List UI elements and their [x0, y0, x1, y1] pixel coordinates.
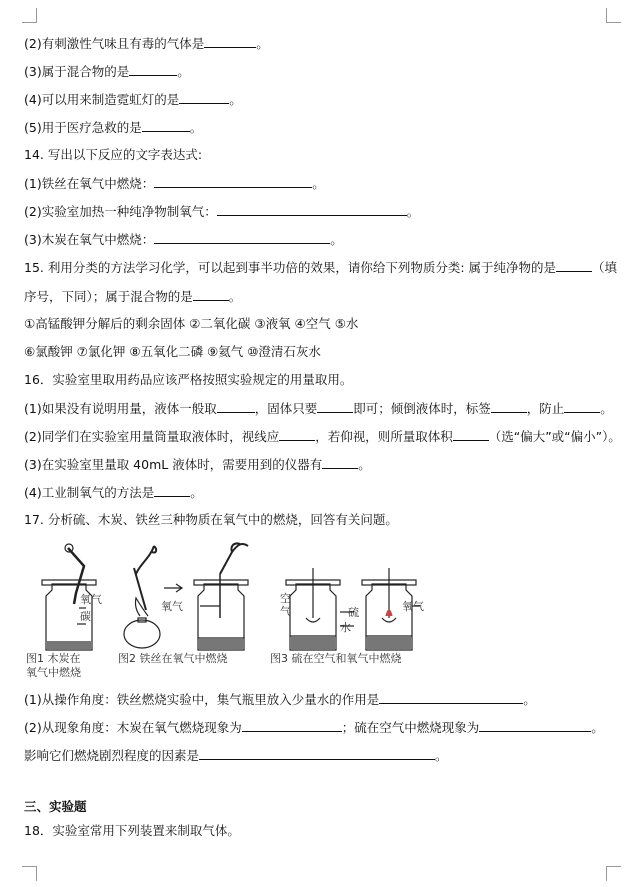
answer-blank[interactable]: [279, 428, 315, 441]
answer-blank[interactable]: [242, 719, 342, 732]
answer-blank[interactable]: [317, 400, 353, 413]
fig3-label-air-2: 气: [280, 605, 291, 618]
q14-stem: 14. 写出以下反应的文字表达式:: [24, 147, 203, 162]
answer-blank[interactable]: [199, 747, 435, 760]
q15-stem: 15. 利用分类的方法学习化学，可以起到事半功倍的效果，请你给下列物质分类: 属于纯净物的是 （填: [24, 260, 618, 275]
q14-part1: (1)铁丝在氧气中燃烧： 。: [24, 176, 325, 191]
answer-blank[interactable]: [556, 259, 592, 272]
q13-part5: (5)用于医疗急救的是 。: [24, 120, 203, 135]
section-experiment-heading: 三、实验题: [24, 799, 87, 814]
combustion-figure: [22, 538, 442, 683]
corner-mark-bottom-right: [606, 866, 621, 881]
answer-blank[interactable]: [193, 288, 229, 301]
corner-mark-bottom-left: [22, 866, 37, 881]
q13-part2: (2)有刺激性气味且有毒的气体是 。: [24, 36, 269, 51]
fig3-label-sulfur: 硫: [348, 606, 359, 619]
q13-part3: (3)属于混合物的是 。: [24, 64, 190, 79]
answer-blank[interactable]: [142, 119, 190, 132]
fig3-caption: 图3 硫在空气和氧气中燃烧: [270, 652, 402, 665]
q13-part4: (4)可以用来制造霓虹灯的是 。: [24, 92, 242, 107]
q14-part3: (3)木炭在氧气中燃烧： 。: [24, 232, 343, 247]
q16-part3: (3)在实验室里量取 40mL 液体时，需要用到的仪器有 。: [24, 457, 371, 472]
fig1-label-oxygen: 氧气: [80, 593, 102, 606]
fig2-caption: 图2 铁丝在氧气中燃烧: [118, 652, 228, 665]
answer-blank[interactable]: [491, 400, 527, 413]
fig3-label-water: 水: [340, 621, 351, 634]
q17-part1: (1)从操作角度：铁丝燃烧实验中，集气瓶里放入少量水的作用是 。: [24, 692, 536, 707]
answer-blank[interactable]: [154, 231, 330, 244]
answer-blank[interactable]: [322, 456, 358, 469]
answer-blank[interactable]: [154, 484, 190, 497]
fig1-caption-2: 氧气中燃烧: [26, 666, 81, 679]
q16-part4: (4)工业制氧气的方法是 。: [24, 485, 203, 500]
q17-part2: (2)从现象角度：木炭在氧气燃烧现象为 ；硫在空气中燃烧现象为 。: [24, 720, 604, 735]
q15-options-row2: ⑥氯酸钾 ⑦氯化钾 ⑧五氧化二磷 ⑨氦气 ⑩澄清石灰水: [24, 344, 321, 359]
q16-part1: (1)如果没有说明用量，液体一般取 ，固体只要 即可；倾倒液体时，标签 ，防止 。: [24, 401, 613, 416]
fig3-label-air-1: 空: [280, 592, 291, 605]
q17-stem: 17. 分析硫、木炭、铁丝三种物质在氧气中的燃烧，回答有关问题。: [24, 512, 398, 527]
answer-blank[interactable]: [564, 400, 600, 413]
q16-stem: 16．实验室里取用药品应该严格按照实验规定的用量取用。: [24, 372, 353, 387]
answer-blank[interactable]: [204, 35, 256, 48]
fig3-label-oxygen: 氧气: [402, 600, 424, 613]
q15-stem-cont: 序号，下同）；属于混合物的是 。: [24, 289, 242, 304]
answer-blank[interactable]: [154, 175, 312, 188]
fig2-label-oxygen: 氧气: [161, 600, 183, 613]
answer-blank[interactable]: [217, 203, 407, 216]
answer-blank[interactable]: [129, 63, 177, 76]
answer-blank[interactable]: [179, 91, 229, 104]
q18-stem: 18．实验室常用下列装置来制取气体。: [24, 823, 240, 838]
answer-blank[interactable]: [479, 719, 591, 732]
answer-blank[interactable]: [217, 400, 255, 413]
fig1-label-carbon: 碳: [80, 610, 91, 623]
corner-mark-top-right: [606, 8, 621, 23]
fig1-caption-1: 图1 木炭在: [26, 652, 81, 665]
q16-part2: (2)同学们在实验室用量筒量取液体时，视线应 ，若仰视，则所量取体积 （选“偏大”或“偏小”）。: [24, 429, 621, 444]
q17-part3: 影响它们燃烧剧烈程度的因素是 。: [24, 748, 448, 763]
q15-options-row1: ①高锰酸钾分解后的剩余固体 ②二氧化碳 ③液氧 ④空气 ⑤水: [24, 316, 359, 331]
answer-blank[interactable]: [453, 428, 489, 441]
corner-mark-top-left: [22, 8, 37, 23]
q14-part2: (2)实验室加热一种纯净物制氧气： 。: [24, 204, 420, 219]
answer-blank[interactable]: [379, 691, 523, 704]
